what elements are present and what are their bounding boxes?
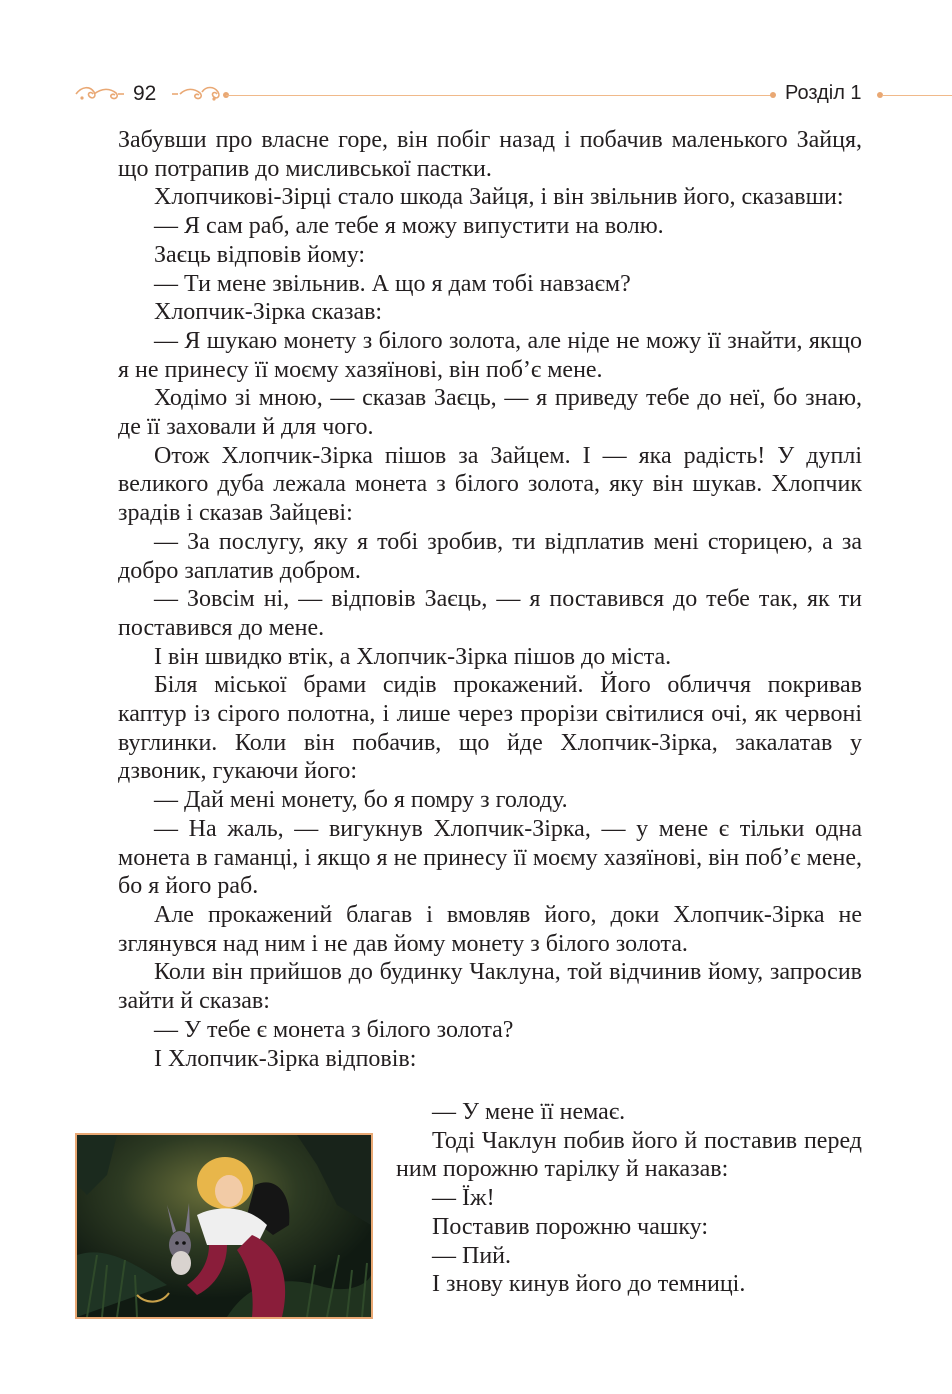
paragraph: І він швидко втік, а Хлопчик-Зірка пішов до міста.: [154, 643, 672, 670]
paragraph: Поставив порожню чашку:: [432, 1213, 708, 1240]
lower-text: [396, 1098, 862, 1299]
page-header: [0, 78, 952, 112]
paragraph: Хлопчикові-Зірці стало шкода Зайця, і він звільнив його, сказавши:: [154, 184, 844, 211]
paragraph: — У тебе є монета з білого золота?: [154, 1016, 514, 1043]
paragraph: — У мене її немає.: [432, 1099, 626, 1125]
header-divider: [226, 95, 772, 96]
paragraph: — Я шукаю монету з білого золота, але ніде не можу її знайти, якщо я не принесу її моєму хазяїнові, він поб’є мене.: [118, 327, 862, 383]
paragraph: — Я сам раб, але тебе я можу випустити на волю.: [154, 213, 664, 240]
paragraph: І Хлопчик-Зірка відповів:: [154, 1045, 417, 1072]
paragraph: Але прокажений благав і вмовляв його, доки Хлопчик-Зірка не зглянувся над ним і не дав йому монету з білого золота.: [118, 901, 862, 957]
paragraph: Тоді Чаклун побив його й поставив перед ним порожню тарілку й наказав:: [396, 1127, 862, 1183]
ornament-right-icon: [170, 84, 222, 104]
paragraph: — За послугу, яку я тобі зробив, ти відплатив мені сторицею, а за добро заплатив добром.: [118, 528, 862, 584]
paragraph: — Ти мене звільнив. А що я дам тобі навзаєм?: [154, 270, 631, 297]
paragraph: — Зовсім ні, — відповів Заєць, — я поставився до тебе так, як ти поставився до мене.: [118, 586, 862, 641]
paragraph: — Пий.: [432, 1242, 512, 1269]
paragraph: Хлопчик-Зірка сказав:: [154, 299, 383, 326]
paragraph: Коли він прийшов до будинку Чаклуна, той відчинив йому, запросив зайти й сказав:: [118, 959, 862, 1015]
paragraph: Біля міської брами сидів прокажений. Його обличчя покривав каптур із сірого полотна, і лише через прорізи світилися очі, як червоні вуглинки. Коли він побачив, що йде Хлопчик-Зірка, закалатав у дзвоник, гукаючи його:: [118, 672, 862, 785]
ornament-left-icon: [74, 84, 126, 104]
header-dot: [770, 92, 776, 98]
paragraph: І знову кинув його до темниці.: [432, 1271, 746, 1298]
body-text: [118, 126, 862, 1073]
illustration: [75, 1133, 373, 1319]
paragraph: — Дай мені монету, бо я помру з голоду.: [154, 787, 568, 814]
paragraph: — На жаль, — вигукнув Хлопчик-Зірка, — у мене є тільки одна монета в гаманці, і якщо я не принесу її моєму хазяїнові, він поб’є мене, бо я його раб.: [118, 815, 862, 900]
page-number: 92: [133, 82, 157, 105]
paragraph: Заєць відповів йому:: [154, 241, 366, 268]
paragraph: Забувши про власне горе, він побіг назад і побачив маленького Зайця, що потрапив до мисливської пастки.: [118, 127, 862, 182]
header-divider: [882, 95, 952, 96]
paragraph: Ходімо зі мною, — сказав Заєць, — я приведу тебе до неї, бо знаю, де її заховали й для чого.: [118, 385, 862, 441]
illustration-image: [77, 1135, 371, 1317]
section-title: Розділ 1: [785, 82, 862, 104]
paragraph: Отож Хлопчик-Зірка пішов за Зайцем. І — яка радість! У дуплі великого дуба лежала монета з білого золота, яку він шукав. Хлопчик зрадів і сказав Зайцеві:: [118, 442, 862, 527]
paragraph: — Їж!: [432, 1185, 495, 1212]
